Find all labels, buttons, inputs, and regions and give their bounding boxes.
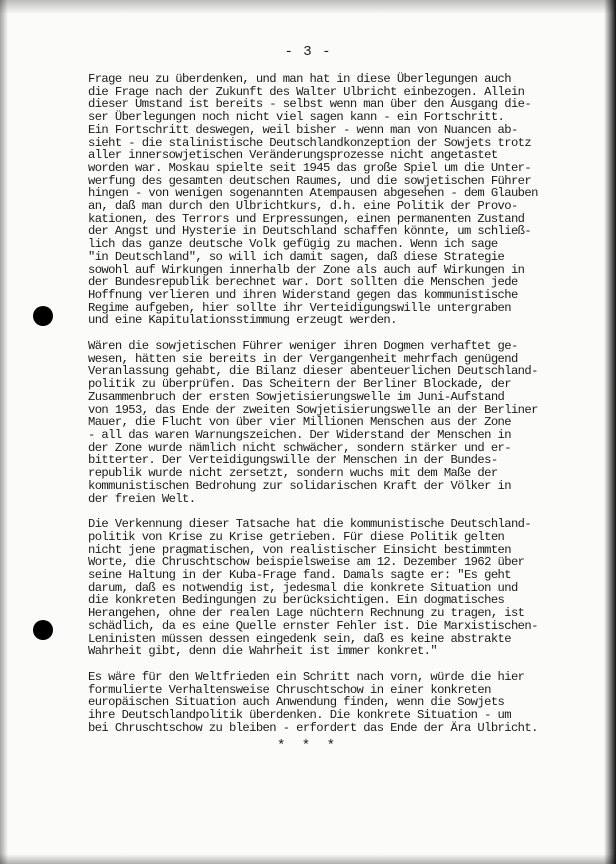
text-line: Zusammenbruch der ersten Sowjetisierungswelle im Juni-Aufstand bbox=[88, 389, 505, 404]
text-line: sieht - die stalinistische Deutschlandkonzeption der Sowjets trotz bbox=[88, 135, 532, 150]
text-line: dieser Umstand ist bereits - selbst wenn man über den Ausgang die- bbox=[88, 97, 532, 112]
paragraph bbox=[88, 671, 588, 735]
text-line: die konkreten Bedingungen zu berücksichtigen. Ein dogmatisches bbox=[88, 593, 505, 608]
text-line: der Angst und Hysterie in Deutschland schaffen könnte, um schließ- bbox=[88, 224, 532, 239]
text-line: formulierte Verhaltensweise Chruschtschow in einer konkreten bbox=[88, 682, 491, 697]
text-line: politik zu überprüfen. Das Scheitern der Berliner Blockade, der bbox=[88, 377, 511, 392]
text-line: politik von Krise zu Krise getrieben. Für diese Politik gelten bbox=[88, 529, 505, 544]
scan-shadow-bottom bbox=[0, 854, 616, 864]
text-line: Frage neu zu überdenken, und man hat in diese Überlegungen auch bbox=[88, 72, 511, 86]
text-line: schädlich, da es eine Quelle ernster Fehler ist. Die Marxistischen- bbox=[88, 618, 538, 633]
text-line: Herangehen, ohne der realen Lage nüchtern Rechnung zu tragen, ist bbox=[88, 606, 525, 621]
text-line: aller innersowjetischen Veränderungsprozesse nicht angetastet bbox=[88, 148, 498, 163]
text-line: Ein Fortschritt deswegen, weil bisher - wenn man von Nuancen ab- bbox=[88, 122, 518, 137]
closing-mark: * * * bbox=[276, 738, 339, 754]
text-line: lich das ganze deutsche Volk gefügig zu machen. Wenn ich sage bbox=[88, 237, 498, 252]
text-line: und eine Kapitulationsstimmung erzeugt werden. bbox=[88, 313, 397, 328]
text-line: Mauer, die Flucht von über vier Millionen Menschen aus der Zone bbox=[88, 415, 511, 430]
text-line: worden war. Moskau spielte seit 1945 das große Spiel um die Unter- bbox=[88, 160, 532, 175]
text-line: werfung des gesamten deutschen Raumes, und die sowjetischen Führer bbox=[88, 173, 532, 188]
page-number: - 3 - bbox=[284, 44, 332, 60]
punch-hole-icon bbox=[33, 306, 53, 326]
text-line: hingen - von wenigen sogenannten Atempausen abgesehen - dem Glauben bbox=[88, 186, 538, 201]
text-line: der Zone wurde nämlich nicht schwächer, sondern stärker und er- bbox=[88, 440, 511, 455]
text-line: von 1953, das Ende der zweiten Sowjetisierungswelle an der Berliner bbox=[88, 402, 538, 417]
text-line: Worte, die Chruschtschow beispielsweise am 12. Dezember 1962 über bbox=[88, 555, 525, 570]
text-line: darum, daß es notwendig ist, jedesmal die konkrete Situation und bbox=[88, 580, 518, 595]
text-line: die Frage nach der Zukunft des Walter Ulbricht einbezogen. Allein bbox=[88, 84, 525, 99]
text-line: kommunistischen Bedrohung zur solidarischen Kraft der Völker in bbox=[88, 478, 511, 493]
scan-shadow-top bbox=[0, 0, 616, 14]
text-line: der Bundesrepublik berechnet war. Dort sollten die Menschen jede bbox=[88, 275, 518, 290]
text-line: europäischen Situation auch Anwendung finden, wenn die Sowjets bbox=[88, 695, 505, 710]
text-line: an, daß man durch den Ulbrichtkurs, d.h. eine Politik der Provo- bbox=[88, 199, 518, 214]
text-line: Wären die sowjetischen Führer weniger ihren Dogmen verhaftet ge- bbox=[88, 339, 518, 354]
text-line: ihre Deutschlandpolitik überdenken. Die konkrete Situation - um bbox=[88, 708, 511, 723]
text-line: republik wurde nicht zersetzt, sondern wuchs mit dem Maße der bbox=[88, 466, 498, 481]
paragraph bbox=[88, 340, 588, 505]
text-line: der freien Welt. bbox=[88, 491, 196, 506]
text-line: kationen, des Terrors und Erpressungen, einen permanenten Zustand bbox=[88, 211, 525, 226]
text-line: ser Überlegungen noch nicht viel sagen kann - ein Fortschritt. bbox=[88, 110, 505, 125]
punch-hole-icon bbox=[33, 620, 53, 640]
text-line: bitterter. Der Verteidigungswille der Menschen in der Bundes- bbox=[88, 453, 498, 468]
text-line: seine Haltung in der Kuba-Frage fand. Damals sagte er: "Es geht bbox=[88, 568, 511, 583]
paragraph bbox=[88, 73, 588, 327]
text-line: sowohl auf Wirkungen innerhalb der Zone als auch auf Wirkungen in bbox=[88, 262, 525, 277]
text-line: - all das waren Warnungszeichen. Der Widerstand der Menschen in bbox=[88, 427, 511, 442]
paragraph bbox=[88, 518, 588, 658]
scan-shadow-right bbox=[604, 0, 616, 864]
text-line: wesen, hätten sie bereits in der Vergangenheit mehrfach genügend bbox=[88, 351, 518, 366]
text-line: "in Deutschland", so will ich damit sagen, daß diese Strategie bbox=[88, 249, 505, 264]
body-text bbox=[88, 73, 588, 747]
text-line: Regime aufgeben, hier sollte ihr Verteidigungswille untergraben bbox=[88, 300, 511, 315]
text-line: Veranlassung gehabt, die Bilanz dieser abenteuerlichen Deutschland- bbox=[88, 364, 538, 379]
text-line: nicht jene pragmatischen, von realistischer Einsicht bestimmten bbox=[88, 542, 511, 557]
text-line: Leninisten müssen dessen eingedenk sein, daß es keine abstrakte bbox=[88, 631, 511, 646]
scan-shadow-left bbox=[0, 0, 8, 864]
text-line: Wahrheit gibt, denn die Wahrheit ist immer konkret." bbox=[88, 644, 438, 659]
text-line: Hoffnung verlieren und ihren Widerstand gegen das kommunistische bbox=[88, 287, 518, 302]
text-line: bei Chruschtschow zu bleiben - erfordert das Ende der Ära Ulbricht. bbox=[88, 720, 538, 735]
text-line: Die Verkennung dieser Tatsache hat die kommunistische Deutschland- bbox=[88, 517, 532, 532]
text-line: Es wäre für den Weltfrieden ein Schritt nach vorn, würde die hier bbox=[88, 669, 525, 684]
